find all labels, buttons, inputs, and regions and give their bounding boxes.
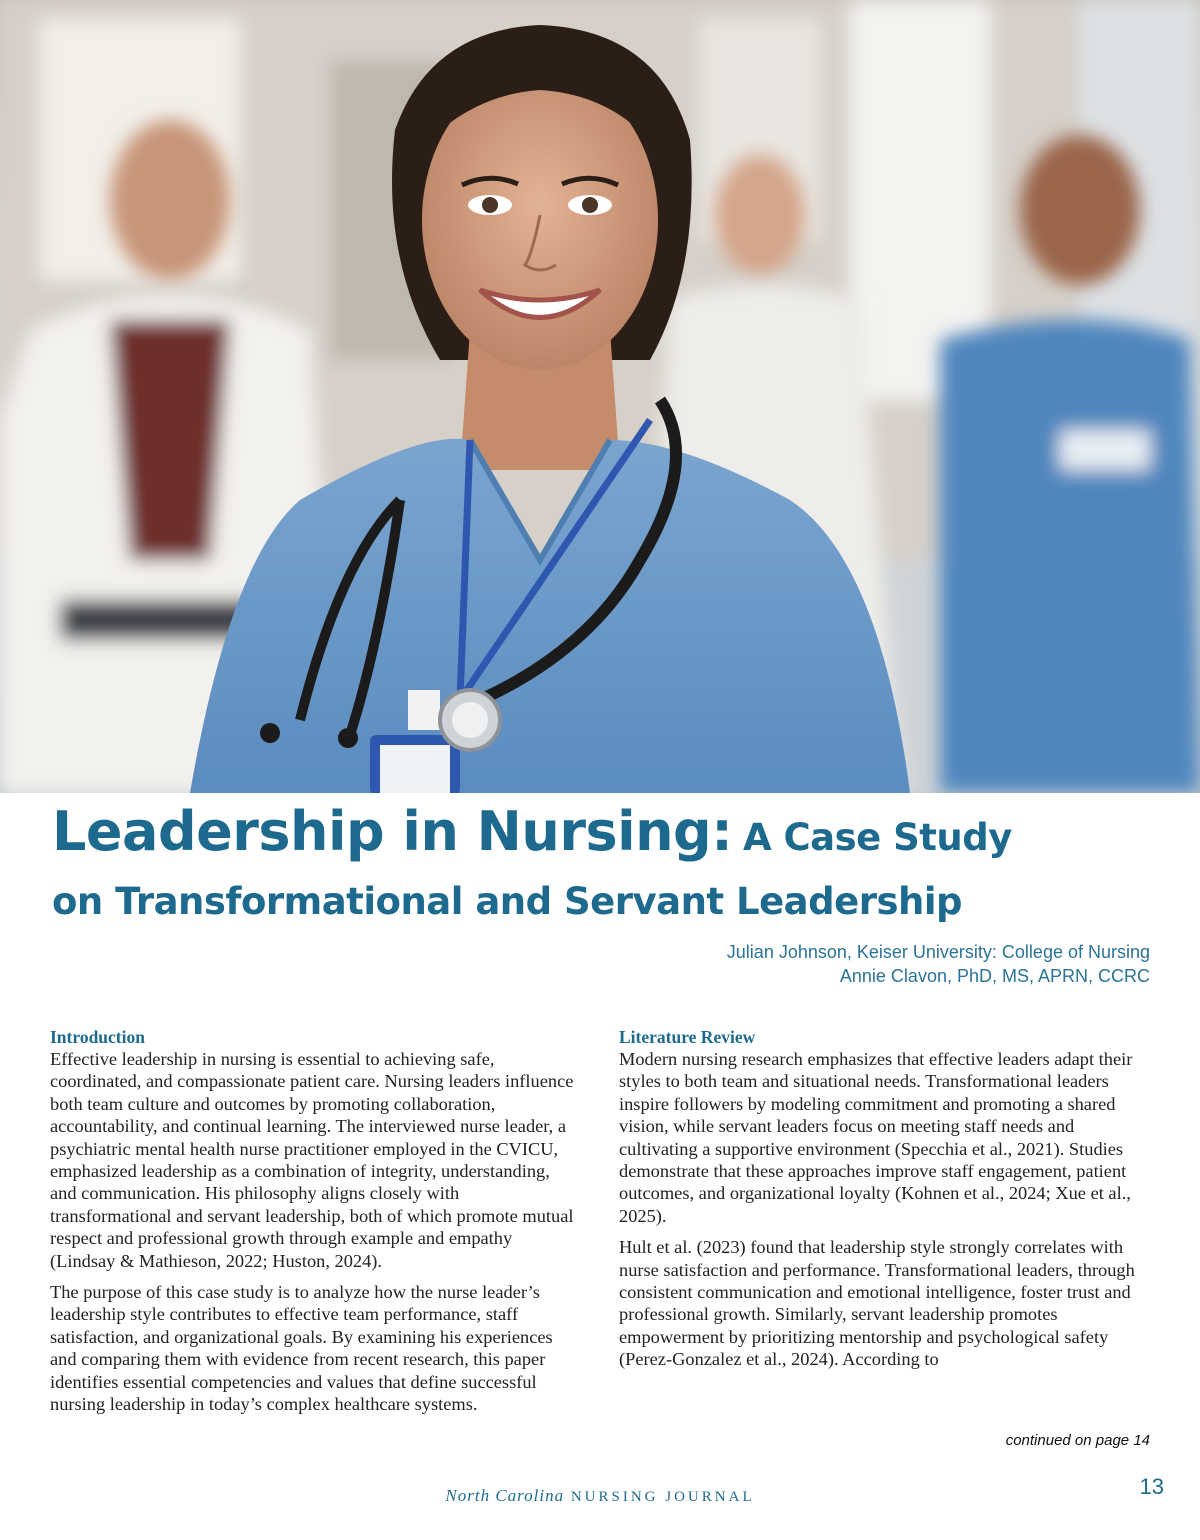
title-subtitle-part1: A Case Study [742, 816, 1012, 859]
column-right [619, 1026, 1149, 1380]
intro-paragraph-2: The purpose of this case study is to analyze how the nurse leader’s leadership style contributes to effective team performance, staff satisfaction, and organizational goals. By examining his experiences and comparing them with evidence from recent research, this paper identifies essential competencies and values that define successful nursing leadership in today’s complex healthcare systems. [50, 1282, 553, 1415]
continued-notice[interactable]: continued on page 14 [1005, 1432, 1150, 1449]
author-1: Julian Johnson, Keiser University: College of Nursing [726, 942, 1150, 962]
title-subtitle-part2: on Transformational and Servant Leadership [52, 880, 962, 923]
journal-name-script: North Carolina [445, 1486, 565, 1505]
author-2: Annie Clavon, PhD, MS, APRN, CCRC [839, 966, 1150, 986]
column-left [50, 1026, 580, 1425]
literature-paragraph-2: Hult et al. (2023) found that leadership style strongly correlates with nurse satisfaction and performance. Transformational leaders, through consistent communication and emotional intelligence, foster trust and professional growth. Similarly, servant leadership promotes empowerment by prioritizing mentorship and psychological safety (Perez-Gonzalez et al., 2024). According to [619, 1237, 1135, 1370]
section-heading-literature-review: Literature Review [619, 1027, 756, 1047]
journal-name-footer [0, 1486, 1200, 1506]
page-number: 13 [1139, 1474, 1164, 1499]
journal-name-caps: NURSING JOURNAL [570, 1489, 755, 1505]
intro-paragraph-1: Effective leadership in nursing is essential to achieving safe, coordinated, and compassionate patient care. Nursing leaders influence both team culture and outcomes by promoting collaboration, accountability, and continual learning. The interviewed nurse leader, a psychiatric mental health nurse practitioner employed in the CVICU, emphasized leadership as a combination of integrity, understanding, and communication. His philosophy aligns closely with transformational and servant leadership, both of which promote mutual respect and professional growth through example and empathy (Lindsay & Mathieson, 2022; Huston, 2024). [50, 1049, 574, 1271]
section-heading-introduction: Introduction [50, 1027, 145, 1047]
article-title [52, 800, 1162, 923]
literature-paragraph-1: Modern nursing research emphasizes that effective leaders adapt their styles to both team and situational needs. Transformational leaders inspire followers by modeling commitment and promoting a shared vision, while servant leaders focus on meeting staff needs and cultivating a supportive environment (Specchia et al., 2021). Studies demonstrate that these approaches improve staff engagement, patient outcomes, and organizational loyalty (Kohnen et al., 2024; Xue et al., 2025). [619, 1049, 1133, 1226]
title-main: Leadership in Nursing: [52, 800, 733, 863]
author-byline [727, 940, 1150, 988]
